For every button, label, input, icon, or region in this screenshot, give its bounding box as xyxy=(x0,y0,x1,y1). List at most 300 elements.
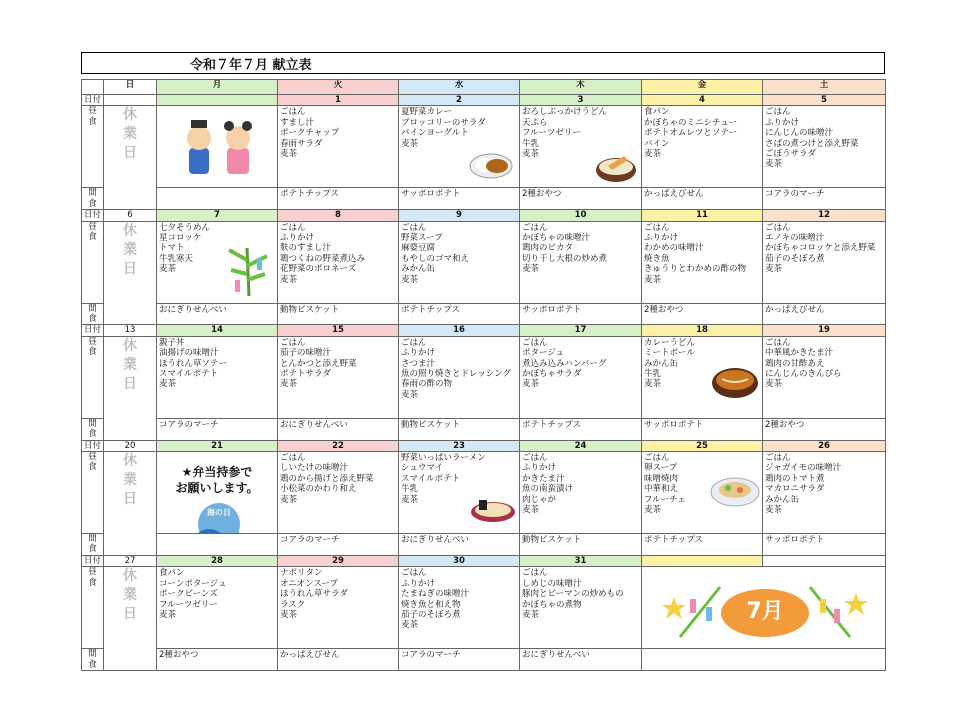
date-cell: 10 xyxy=(520,210,642,221)
closed-text: 休 業 日 xyxy=(123,453,137,508)
snack-cell xyxy=(642,649,886,671)
menu-item: ポークチャップ xyxy=(280,128,340,139)
menu-item: ポテトオムレツとソテー xyxy=(644,128,738,139)
snack-cell xyxy=(157,534,278,556)
menu-item: 麦茶 xyxy=(522,379,540,390)
menu-item: 肉じゃが xyxy=(522,494,557,505)
closed-cell xyxy=(104,106,157,210)
date-cell: 3 xyxy=(520,95,642,106)
lunch-cell xyxy=(278,567,399,649)
lunch-cell xyxy=(520,452,642,534)
day-header: 日 xyxy=(104,80,157,95)
menu-item: おろしぶっかけうどん xyxy=(522,107,608,118)
lunch-label-text: 昼 食 xyxy=(88,106,97,127)
menu-item: 味噌焼肉 xyxy=(644,473,679,484)
sunday-date: 6 xyxy=(104,210,157,221)
menu-item: 鶏のから揚げと添え野菜 xyxy=(280,473,374,484)
snack-cell xyxy=(642,188,763,210)
lunch-cell xyxy=(520,567,642,649)
lunch-label-text: 昼 食 xyxy=(88,221,97,243)
menu-item: ごはん xyxy=(522,568,548,579)
menu-item: 小松菜のかわり和え xyxy=(280,484,357,495)
snack-cell xyxy=(278,418,399,440)
day-header: 木 xyxy=(520,80,642,95)
snack-cell xyxy=(520,649,642,671)
menu-item: かぼちゃの煮物 xyxy=(522,599,582,610)
july-banner-label: 7月 xyxy=(746,599,784,625)
menu-item: 麦茶 xyxy=(401,274,419,285)
snack-cell xyxy=(157,303,278,325)
menu-item: ごはん xyxy=(280,107,306,118)
lunch-cell xyxy=(157,452,278,534)
menu-item: 麦茶 xyxy=(765,379,783,390)
menu-item: 麦茶 xyxy=(401,620,419,631)
menu-item: 麦茶 xyxy=(159,264,177,275)
menu-item: きゅうりとわかめの酢の物 xyxy=(644,264,747,275)
snack-cell xyxy=(278,649,399,671)
curry-udon-icon xyxy=(710,363,760,401)
date-cell: 21 xyxy=(157,440,278,451)
menu-item: 麦茶 xyxy=(401,389,419,400)
menu-item: ごはん xyxy=(765,107,791,118)
snack-label xyxy=(82,188,104,210)
lunch-cell xyxy=(642,452,763,534)
date-cell: 8 xyxy=(278,210,399,221)
menu-item: みかん缶 xyxy=(644,358,679,369)
date-label: 日付 xyxy=(82,555,104,566)
snack-cell xyxy=(520,418,642,440)
snack-item: ポテトチップス xyxy=(522,419,581,430)
date-cell: 26 xyxy=(763,440,886,451)
snack-label-text: 間 食 xyxy=(88,534,97,555)
date-cell: 24 xyxy=(520,440,642,451)
closed-cell xyxy=(104,452,157,556)
menu-item: 麦茶 xyxy=(765,505,783,516)
snack-item: ポテトチップス xyxy=(401,304,460,315)
tempura-udon-icon xyxy=(594,150,638,184)
tanabata-couple-icon xyxy=(177,114,261,186)
snack-item: ポテトチップス xyxy=(280,189,339,200)
snack-item: かっぱえびせん xyxy=(644,189,704,200)
snack-item: 2種おやつ xyxy=(765,419,805,430)
lunch-label-text: 昼 食 xyxy=(88,452,97,473)
snack-label-text: 間 食 xyxy=(88,303,97,325)
header-blank xyxy=(82,80,104,95)
menu-item: 麦茶 xyxy=(644,505,662,516)
lunch-label xyxy=(82,336,104,418)
menu-item: ふりかけ xyxy=(401,578,436,589)
menu-item: 麦茶 xyxy=(644,379,662,390)
menu-item: 牛乳 xyxy=(401,484,419,495)
menu-item: すまし汁 xyxy=(280,117,315,128)
menu-item: みかん缶 xyxy=(765,494,800,505)
bento-notice: ★弁当持参で お願いします。 xyxy=(175,465,259,496)
menu-item: 花野菜のボロネーズ xyxy=(280,264,357,275)
menu-item: スマイルポテト xyxy=(159,369,219,380)
snack-item: 動物ビスケット xyxy=(522,535,582,546)
lunch-cell xyxy=(399,567,520,649)
lunch-cell xyxy=(157,336,278,418)
menu-item: 煮込み込みハンバーグ xyxy=(522,358,607,369)
menu-item: 麦茶 xyxy=(280,494,298,505)
bamboo-icon xyxy=(223,240,273,298)
menu-item: さつま汁 xyxy=(401,358,436,369)
snack-item: おにぎりせんべい xyxy=(522,650,590,661)
menu-item: 麦茶 xyxy=(765,264,783,275)
snack-cell xyxy=(763,188,886,210)
menu-item: 野菜いっぱいラーメン xyxy=(401,453,486,464)
menu-item: 麦茶 xyxy=(401,494,419,505)
menu-item: ごはん xyxy=(765,222,791,233)
menu-item: 卵スープ xyxy=(644,463,678,474)
menu-item: ごはん xyxy=(280,337,306,348)
menu-item: とんかつと添え野菜 xyxy=(280,358,357,369)
day-header: 金 xyxy=(642,80,763,95)
snack-item xyxy=(157,188,277,190)
closed-cell xyxy=(104,221,157,325)
menu-item: フルーチェ xyxy=(644,494,686,505)
menu-item: にんじんの味噌汁 xyxy=(765,128,834,139)
menu-item: パインヨーグルト xyxy=(401,128,469,139)
menu-item: 麦茶 xyxy=(644,149,662,160)
menu-item: 星コロッケ xyxy=(159,233,202,244)
menu-item: 魚の照り焼きとドレッシング xyxy=(401,369,512,380)
menu-item: カレーうどん xyxy=(644,337,696,348)
menu-item: ふりかけ xyxy=(401,348,436,359)
date-cell: 30 xyxy=(399,555,520,566)
date-cell: 29 xyxy=(278,555,399,566)
menu-item: オニオンスープ xyxy=(280,578,339,589)
menu-item: ふりかけ xyxy=(280,233,315,244)
menu-item: かぼちゃコロッケと添え野菜 xyxy=(765,243,876,254)
snack-item: コアラのマーチ xyxy=(159,419,219,430)
chinese-dish-icon xyxy=(710,472,760,508)
date-cell: 12 xyxy=(763,210,886,221)
day-header: 月 xyxy=(157,80,278,95)
menu-item: ごはん xyxy=(522,337,548,348)
menu-item: ごぼうサラダ xyxy=(765,149,816,160)
menu-item: ラスク xyxy=(280,599,306,610)
menu-item: 牛乳 xyxy=(644,369,662,380)
date-label: 日付 xyxy=(82,95,104,106)
lunch-cell xyxy=(642,567,886,649)
snack-cell xyxy=(399,418,520,440)
umi-no-hi-label: 海の日 xyxy=(207,508,231,518)
snack-label xyxy=(82,649,104,671)
menu-item: わかめの味噌汁 xyxy=(644,243,704,254)
menu-item: ポークビーンズ xyxy=(159,589,218,600)
menu-item: 麩のすまし汁 xyxy=(280,243,332,254)
date-cell xyxy=(642,555,763,566)
snack-cell xyxy=(520,303,642,325)
closed-text: 休 業 日 xyxy=(123,568,137,623)
closed-text: 休 業 日 xyxy=(123,107,137,162)
snack-item: かっぱえびせん xyxy=(765,304,825,315)
lunch-cell xyxy=(278,452,399,534)
menu-item: 鶏肉のピカタ xyxy=(522,243,574,254)
snack-item: おにぎりせんべい xyxy=(159,304,227,315)
menu-item: 茄子のそぼろ煮 xyxy=(765,253,825,264)
snack-cell xyxy=(157,649,278,671)
menu-item: 春雨の酢の物 xyxy=(401,379,453,390)
menu-item: シュウマイ xyxy=(401,463,444,474)
menu-item: コーンポタージュ xyxy=(159,578,227,589)
menu-item: ミートボール xyxy=(644,348,695,359)
lunch-cell xyxy=(399,452,520,534)
title-bar xyxy=(81,52,885,74)
menu-item: エノキの味噌汁 xyxy=(765,233,825,244)
menu-item: 麻婆豆腐 xyxy=(401,243,436,254)
menu-item: 麦茶 xyxy=(522,505,540,516)
menu-item: ごはん xyxy=(765,453,791,464)
umi-no-hi-icon xyxy=(195,502,243,534)
menu-item: 魚の南蛮漬け xyxy=(522,484,574,495)
date-cell: 22 xyxy=(278,440,399,451)
menu-item: ごはん xyxy=(280,453,306,464)
menu-item: かぼちゃのミニシチュー xyxy=(644,117,738,128)
menu-item: 麦茶 xyxy=(159,379,177,390)
snack-item: おにぎりせんべい xyxy=(401,535,469,546)
snack-item: 動物ビスケット xyxy=(280,304,340,315)
lunch-cell xyxy=(642,221,763,303)
lunch-label-text: 昼 食 xyxy=(88,567,97,588)
menu-item: 麦茶 xyxy=(522,609,540,620)
lunch-cell xyxy=(763,106,886,188)
date-label: 日付 xyxy=(82,325,104,336)
menu-item: 麦茶 xyxy=(644,274,662,285)
snack-item: コアラのマーチ xyxy=(401,650,461,661)
lunch-cell xyxy=(278,336,399,418)
menu-item: ポタージュ xyxy=(522,348,565,359)
lunch-label xyxy=(82,106,104,188)
snack-item: おにぎりせんべい xyxy=(280,419,348,430)
menu-sheet xyxy=(81,52,885,671)
menu-item: 牛乳寒天 xyxy=(159,253,194,264)
menu-item: ごはん xyxy=(522,453,548,464)
menu-item: 麦茶 xyxy=(522,264,540,275)
lunch-cell xyxy=(399,221,520,303)
menu-item: 茄子の味噌汁 xyxy=(280,348,332,359)
menu-item: かきたま汁 xyxy=(522,473,565,484)
lunch-cell xyxy=(399,336,520,418)
date-cell: 17 xyxy=(520,325,642,336)
closed-text: 休 業 日 xyxy=(123,337,137,392)
date-cell: 2 xyxy=(399,95,520,106)
snack-cell xyxy=(157,418,278,440)
snack-cell xyxy=(520,188,642,210)
menu-item: ごはん xyxy=(765,337,791,348)
lunch-cell xyxy=(763,221,886,303)
date-cell: 14 xyxy=(157,325,278,336)
lunch-cell xyxy=(642,336,763,418)
ramen-icon xyxy=(469,496,517,530)
menu-item: ブロッコリーのサラダ xyxy=(401,117,486,128)
snack-label xyxy=(82,534,104,556)
menu-table xyxy=(81,79,886,671)
date-cell: 5 xyxy=(763,95,886,106)
snack-cell xyxy=(763,303,886,325)
menu-item: 夏野菜カレー xyxy=(401,107,453,118)
menu-item: ごはん xyxy=(522,222,548,233)
date-cell: 23 xyxy=(399,440,520,451)
snack-cell xyxy=(763,534,886,556)
menu-item: ごはん xyxy=(401,337,427,348)
sunday-date: 27 xyxy=(104,555,157,566)
page-title: 令和７年７月 献立表 xyxy=(190,58,312,73)
menu-item: 麦茶 xyxy=(280,609,298,620)
menu-item: バイン xyxy=(644,138,670,149)
menu-item: 麦茶 xyxy=(280,274,298,285)
menu-item: 食パン xyxy=(644,107,670,118)
menu-item: ポテトサラダ xyxy=(280,369,331,380)
menu-item: ほうれん草サラダ xyxy=(280,589,348,600)
lunch-cell xyxy=(157,567,278,649)
day-header: 土 xyxy=(763,80,886,95)
snack-item: コアラのマーチ xyxy=(280,535,340,546)
closed-cell xyxy=(104,336,157,440)
menu-item: 麦茶 xyxy=(401,138,419,149)
menu-item: ごはん xyxy=(280,222,306,233)
day-header: 火 xyxy=(278,80,399,95)
snack-item: 2種おやつ xyxy=(159,650,199,661)
snack-item: サッポロポテト xyxy=(401,189,461,200)
snack-label xyxy=(82,418,104,440)
menu-item: 食パン xyxy=(159,568,185,579)
snack-cell xyxy=(399,303,520,325)
menu-item: トマト xyxy=(159,243,185,254)
lunch-cell xyxy=(520,221,642,303)
date-cell: 19 xyxy=(763,325,886,336)
date-cell: 7 xyxy=(157,210,278,221)
lunch-label xyxy=(82,567,104,649)
sunday-date: 13 xyxy=(104,325,157,336)
lunch-label xyxy=(82,452,104,534)
menu-item: かぼちゃサラダ xyxy=(522,369,582,380)
date-cell: 16 xyxy=(399,325,520,336)
snack-item: ポテトチップス xyxy=(644,535,703,546)
snack-label-text: 間 食 xyxy=(88,418,97,440)
snack-cell xyxy=(278,303,399,325)
menu-item: にんじんのきんぴら xyxy=(765,369,842,380)
menu-item: 牛乳 xyxy=(522,138,540,149)
menu-item: フルーツゼリー xyxy=(522,128,581,139)
lunch-cell xyxy=(278,221,399,303)
menu-item: 鶏つくねの野菜煮込み xyxy=(280,253,366,264)
menu-item: かぼちゃの味噌汁 xyxy=(522,233,591,244)
snack-cell xyxy=(642,418,763,440)
date-cell xyxy=(157,95,278,106)
date-cell: 11 xyxy=(642,210,763,221)
date-cell: 31 xyxy=(520,555,642,566)
date-label: 日付 xyxy=(82,440,104,451)
snack-item xyxy=(642,649,885,651)
menu-item: 野菜スープ xyxy=(401,233,443,244)
lunch-cell xyxy=(157,221,278,303)
snack-item: サッポロポテト xyxy=(522,304,582,315)
snack-label-text: 間 食 xyxy=(88,649,97,670)
date-cell: 25 xyxy=(642,440,763,451)
snack-item: サッポロポテト xyxy=(765,535,825,546)
lunch-cell xyxy=(763,336,886,418)
menu-item: ジャガイモの味噌汁 xyxy=(765,463,842,474)
menu-item: 豚肉とピーマンの炒めもの xyxy=(522,589,624,600)
menu-item: 麦茶 xyxy=(280,379,298,390)
snack-item: かっぱえびせん xyxy=(280,650,340,661)
snack-cell xyxy=(763,418,886,440)
menu-item: 鶏肉の甘酢あえ xyxy=(765,358,825,369)
menu-item: 麦茶 xyxy=(159,609,177,620)
menu-item: 中華和え xyxy=(644,484,679,495)
menu-item: 麦茶 xyxy=(280,149,298,160)
menu-item: ごはん xyxy=(644,222,670,233)
snack-item: コアラのマーチ xyxy=(765,189,825,200)
date-cell: 4 xyxy=(642,95,763,106)
menu-item: 春雨サラダ xyxy=(280,138,323,149)
menu-item: 天ぷら xyxy=(522,117,548,128)
snack-label xyxy=(82,303,104,325)
snack-cell xyxy=(399,649,520,671)
sunday-date: 20 xyxy=(104,440,157,451)
menu-item: たまねぎの味噌汁 xyxy=(401,589,470,600)
menu-item: 麦茶 xyxy=(765,159,783,170)
menu-item: 親子丼 xyxy=(159,337,185,348)
menu-item: スマイルポテト xyxy=(401,473,461,484)
lunch-cell xyxy=(157,106,278,188)
date-cell: 18 xyxy=(642,325,763,336)
lunch-label xyxy=(82,221,104,303)
menu-item: 鶏肉のトマト煮 xyxy=(765,473,825,484)
snack-item: サッポロポテト xyxy=(644,419,704,430)
snack-cell xyxy=(278,188,399,210)
sunday-date xyxy=(104,95,157,106)
snack-cell xyxy=(157,188,278,210)
menu-item: さばの煮つけと添え野菜 xyxy=(765,138,859,149)
menu-item: ごはん xyxy=(401,222,427,233)
menu-item: ふりかけ xyxy=(644,233,679,244)
menu-item: ふりかけ xyxy=(522,463,557,474)
snack-item xyxy=(157,534,277,536)
menu-item: ごはん xyxy=(644,453,670,464)
lunch-label-text: 昼 食 xyxy=(88,336,97,358)
menu-item: 油揚げの味噌汁 xyxy=(159,348,219,359)
menu-item: ふりかけ xyxy=(765,117,800,128)
snack-cell xyxy=(278,534,399,556)
lunch-cell xyxy=(763,452,886,534)
lunch-cell xyxy=(399,106,520,188)
closed-text: 休 業 日 xyxy=(123,222,137,277)
date-cell: 28 xyxy=(157,555,278,566)
snack-item: 2種おやつ xyxy=(644,304,684,315)
menu-item: マカロニサラダ xyxy=(765,484,825,495)
closed-cell xyxy=(104,567,157,671)
snack-item: 2種おやつ xyxy=(522,189,562,200)
lunch-cell xyxy=(278,106,399,188)
date-cell xyxy=(763,555,886,566)
menu-item: 麦茶 xyxy=(522,149,540,160)
lunch-cell xyxy=(642,106,763,188)
snack-cell xyxy=(642,303,763,325)
menu-item: もやしのゴマ和え xyxy=(401,253,470,264)
menu-item: みかん缶 xyxy=(401,264,436,275)
menu-item: フルーツゼリー xyxy=(159,599,218,610)
lunch-cell xyxy=(520,106,642,188)
menu-item: ごはん xyxy=(401,568,427,579)
menu-item: 焼き魚 xyxy=(644,253,670,264)
menu-item: しいたけの味噌汁 xyxy=(280,463,349,474)
snack-item: 動物ビスケット xyxy=(401,419,461,430)
menu-item: ナポリタン xyxy=(280,568,323,579)
menu-item: 茄子のそぼろ煮 xyxy=(401,609,461,620)
